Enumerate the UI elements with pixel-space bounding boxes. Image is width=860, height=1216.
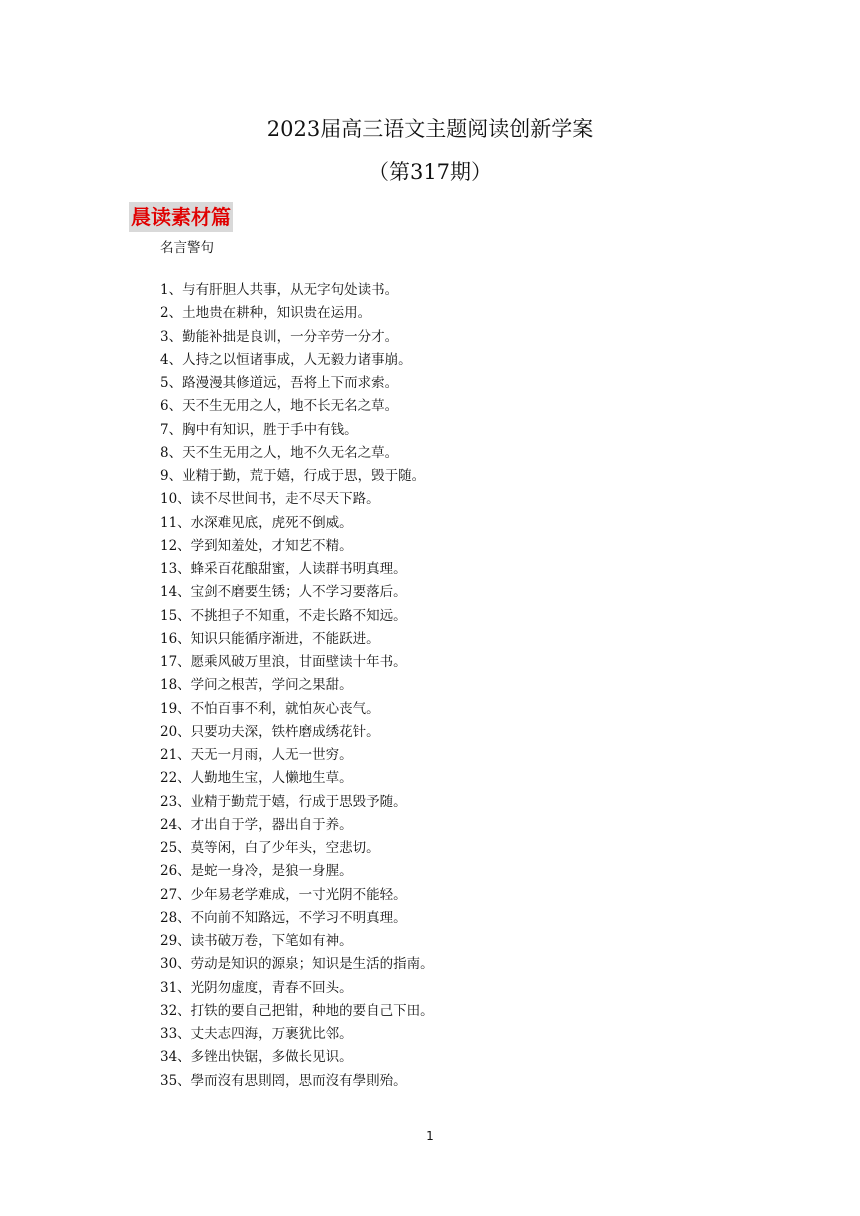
quote-item: 11、水深难见底，虎死不倒威。 <box>160 514 353 531</box>
quote-item: 27、少年易老学难成，一寸光阴不能轻。 <box>160 886 407 903</box>
section-heading: 晨读素材篇 <box>129 202 233 232</box>
subheading: 名言警句 <box>160 240 214 256</box>
quote-item: 8、天不生无用之人，地不久无名之草。 <box>160 444 399 461</box>
quote-item: 35、學而沒有思則罔，思而沒有學則殆。 <box>160 1072 407 1089</box>
quote-item: 16、知识只能循序渐进，不能跃进。 <box>160 630 380 647</box>
quote-item: 18、学问之根苦，学问之果甜。 <box>160 677 353 694</box>
quote-item: 4、人持之以恒诸事成，人无毅力诸事崩。 <box>160 351 412 368</box>
quote-item: 30、劳动是知识的源泉；知识是生活的指南。 <box>160 956 434 973</box>
quote-item: 25、莫等闲，白了少年头，空悲切。 <box>160 840 380 856</box>
quote-item: 14、宝剑不磨要生锈；人不学习要落后。 <box>160 584 407 601</box>
quote-item: 26、是蛇一身冷，是狼一身腥。 <box>160 863 353 880</box>
page-number: 1 <box>426 1129 434 1143</box>
quote-item: 20、只要功夫深，铁杵磨成绣花针。 <box>160 723 380 740</box>
quote-item: 7、胸中有知识，胜于手中有钱。 <box>160 421 358 438</box>
quote-item: 3、勤能补拙是良训，一分辛劳一分才。 <box>160 328 399 345</box>
quote-item: 22、人勤地生宝，人懒地生草。 <box>160 770 353 787</box>
quote-item: 31、光阴勿虚度，青春不回头。 <box>160 979 353 996</box>
quote-item: 15、不挑担子不知重，不走长路不知远。 <box>160 607 407 624</box>
document-title: 2023届高三语文主题阅读创新学案 <box>266 117 594 141</box>
quote-item: 28、不向前不知路远，不学习不明真理。 <box>160 909 407 926</box>
quote-item: 32、打铁的要自己把钳，种地的要自己下田。 <box>160 1002 434 1019</box>
issue-number: （第317期） <box>367 160 493 184</box>
quote-item: 33、丈夫志四海，万裹犹比邻。 <box>160 1026 353 1042</box>
quote-item: 2、土地贵在耕种，知识贵在运用。 <box>160 305 372 322</box>
quote-item: 21、天无一月雨，人无一世穷。 <box>160 747 353 763</box>
quote-item: 19、不怕百事不利，就怕灰心丧气。 <box>160 700 380 717</box>
quote-item: 24、才出自于学，器出自于养。 <box>160 816 353 833</box>
quote-item: 29、读书破万卷，下笔如有神。 <box>160 933 353 949</box>
quote-item: 13、蜂采百花酿甜蜜，人读群书明真理。 <box>160 561 407 577</box>
quote-item: 17、愿乘风破万里浪，甘面壁读十年书。 <box>160 654 407 670</box>
quote-item: 10、读不尽世间书，走不尽天下路。 <box>160 491 380 508</box>
quote-item: 6、天不生无用之人，地不长无名之草。 <box>160 398 399 415</box>
quote-item: 34、多锉出快锯，多做长见识。 <box>160 1049 353 1066</box>
quote-item: 12、学到知羞处，才知艺不精。 <box>160 537 353 554</box>
quote-item: 5、路漫漫其修道远，吾将上下而求索。 <box>160 375 399 391</box>
quote-item: 23、业精于勤荒于嬉，行成于思毁予随。 <box>160 793 407 810</box>
quote-list <box>160 279 434 1093</box>
quote-item: 1、与有肝胆人共事，从无字句处读书。 <box>160 282 399 298</box>
quote-item: 9、业精于勤，荒于嬉，行成于思，毁于随。 <box>160 468 426 484</box>
